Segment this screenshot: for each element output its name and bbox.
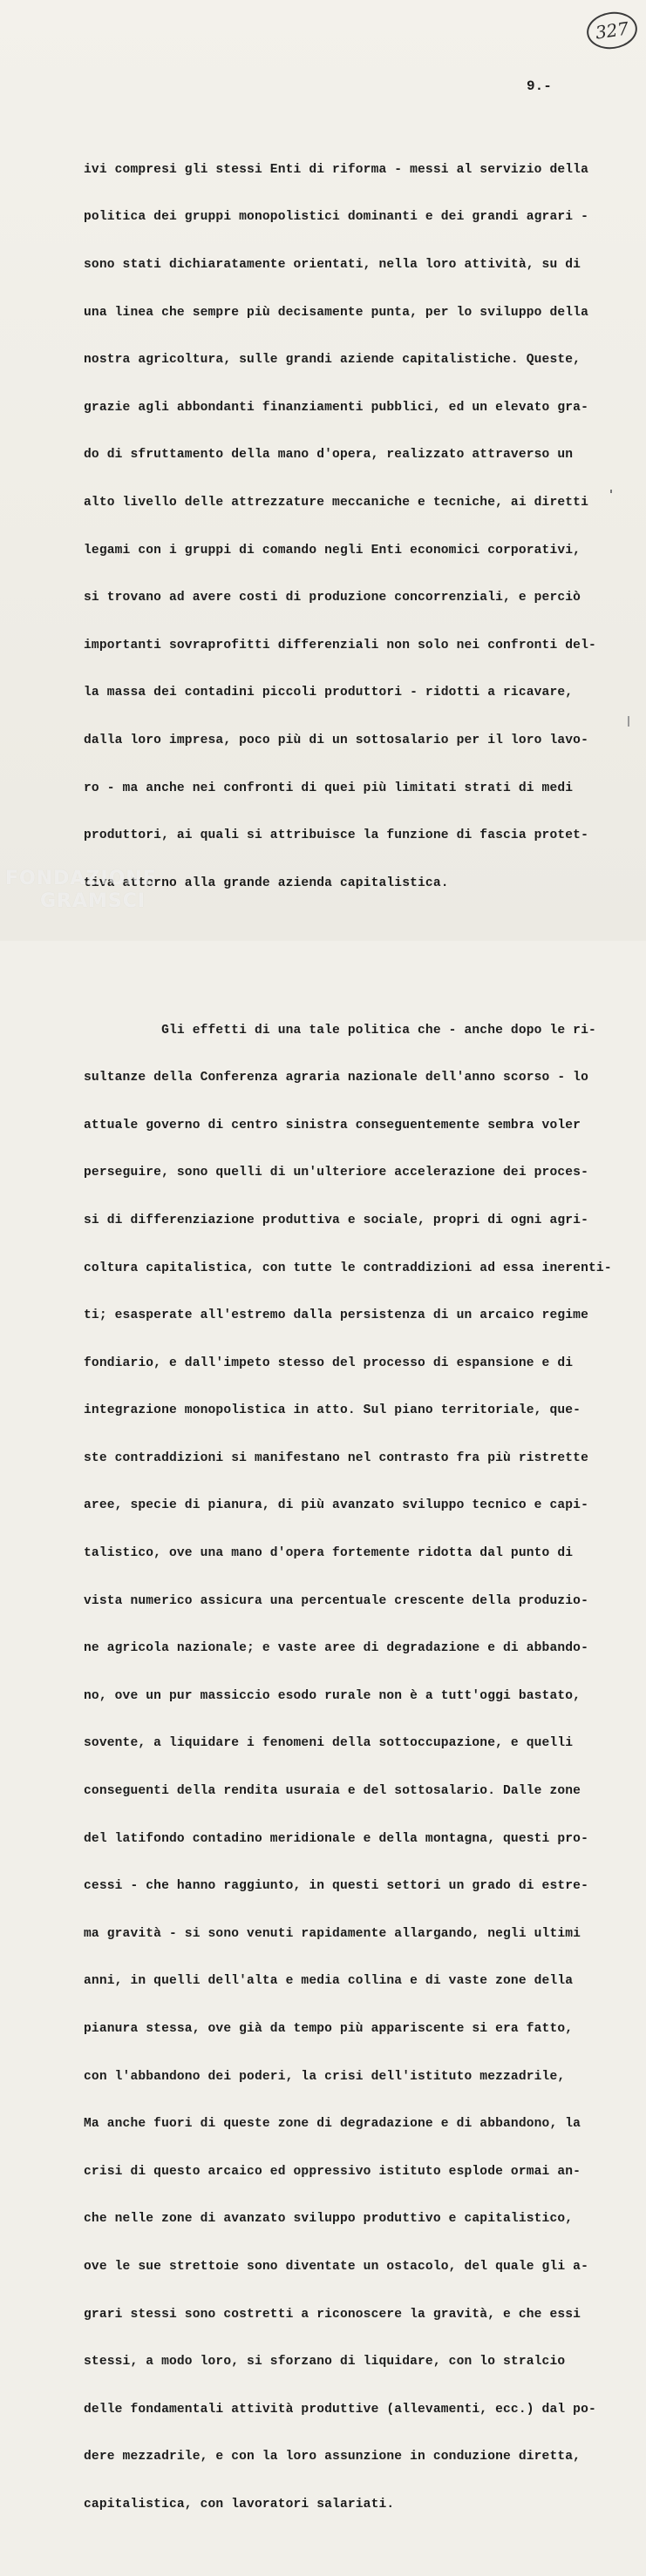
text-line: crisi di questo arcaico ed oppressivo istituto esplode ormai an-	[84, 2164, 581, 2179]
text-line: una linea che sempre più decisamente punta, per lo sviluppo della	[84, 305, 588, 320]
text-line: nostra agricoltura, sulle grandi aziende capitalistiche. Queste,	[84, 353, 581, 368]
foundation-watermark	[5, 868, 157, 913]
text-line: grazie agli abbondanti finanziamenti pubblici, ed un elevato gra-	[84, 400, 588, 415]
text-line: cessi - che hanno raggiunto, in questi settori un grado di estre-	[84, 1879, 588, 1894]
margin-mark	[628, 716, 629, 727]
text-line: coltura capitalistica, con tutte le contraddizioni ad essa inerenti-	[84, 1261, 612, 1275]
text-line: si di differenziazione produttiva e sociale, propri di ogni agri-	[84, 1213, 588, 1227]
text-line: do di sfruttamento della mano d'opera, realizzato attraverso un	[84, 448, 574, 463]
text-line: sultanze della Conferenza agraria nazionale dell'anno scorso - lo	[84, 1071, 588, 1085]
text-line: perseguire, sono quelli di un'ulteriore accelerazione dei proces-	[84, 1166, 588, 1180]
text-line: con l'abbandono dei poderi, la crisi dell'istituto mezzadrile,	[84, 2069, 566, 2084]
margin-mark	[610, 490, 612, 493]
text-line: ove le sue strettoie sono diventate un ostacolo, del quale gli a-	[84, 2259, 588, 2274]
typewritten-text	[84, 98, 612, 2576]
text-line: anni, in quelli dell'alta e media collina e di vaste zone della	[84, 1974, 574, 1989]
archive-stamp: 327	[584, 9, 639, 52]
page-number: 9.-	[527, 78, 552, 94]
text-line: che nelle zone di avanzato sviluppo produttivo e capitalistico,	[84, 2212, 574, 2227]
text-line: legami con i gruppi di comando negli Enti economici corporativi,	[84, 543, 581, 558]
text-line: ro - ma anche nei confronti di quei più limitati strati di medi	[84, 781, 574, 795]
text-line: la massa dei contadini piccoli produttori - ridotti a ricavare,	[84, 686, 574, 700]
text-line: politica dei gruppi monopolistici dominanti e dei grandi agrari -	[84, 210, 588, 225]
paragraph-gap	[84, 955, 607, 959]
text-line: dere mezzadrile, e con la loro assunzione in conduzione diretta,	[84, 2450, 581, 2464]
text-line: delle fondamentali attività produttive (allevamenti, ecc.) dal po-	[84, 2402, 596, 2417]
text-line: capitalistica, con lavoratori salariati.	[84, 2497, 395, 2512]
text-line: aree, specie di pianura, di più avanzato sviluppo tecnico e capi-	[84, 1498, 588, 1513]
text-line: ivi compresi gli stessi Enti di riforma - messi al servizio della	[84, 162, 588, 177]
text-line: dalla loro impresa, poco più di un sottosalario per il loro lavo-	[84, 733, 588, 747]
watermark-line: GRAMSCI	[40, 890, 146, 912]
text-line: ne agricola nazionale; e vaste aree di degradazione e di abbando-	[84, 1641, 588, 1656]
text-line: Ma anche fuori di queste zone di degradazione e di abbandono, la	[84, 2117, 581, 2132]
text-line: vista numerico assicura una percentuale crescente della produzio-	[84, 1593, 588, 1608]
text-line: tiva attorno alla grande azienda capitalistica.	[84, 876, 449, 890]
text-line: integrazione monopolistica in atto. Sul piano territoriale, que-	[84, 1403, 581, 1418]
text-line: si trovano ad avere costi di produzione concorrenziali, e perciò	[84, 591, 581, 605]
text-line: del latifondo contadino meridionale e della montagna, questi pro-	[84, 1831, 588, 1846]
text-line: ti; esasperate all'estremo dalla persistenza di un arcaico regime	[84, 1308, 588, 1323]
text-line: sono stati dichiaratamente orientati, nella loro attività, su di	[84, 258, 581, 272]
text-line: no, ove un pur massiccio esodo rurale non è a tutt'oggi bastato,	[84, 1688, 581, 1703]
text-line: produttori, ai quali si attribuisce la funzione di fascia protet-	[84, 828, 588, 843]
text-line: sovente, a liquidare i fenomeni della sottoccupazione, e quelli	[84, 1736, 574, 1751]
text-line: stessi, a modo loro, si sforzano di liquidare, con lo stralcio	[84, 2355, 566, 2370]
paragraph-1	[84, 130, 607, 923]
text-line: ma gravità - si sono venuti rapidamente allargando, negli ultimi	[84, 1926, 581, 1941]
watermark-line: FONDAZIONE	[5, 868, 157, 889]
text-line: conseguenti della rendita usuraia e del sottosalario. Dalle zone	[84, 1784, 581, 1799]
text-line: talistico, ove una mano d'opera fortemente ridotta dal punto di	[84, 1546, 574, 1561]
paragraph-2	[84, 991, 612, 2544]
text-line: fondiario, e dall'impeto stesso del processo di espansione e di	[84, 1356, 574, 1370]
text-line: attuale governo di centro sinistra conseguentemente sembra voler	[84, 1118, 581, 1132]
text-line: Gli effetti di una tale politica che - anche dopo le ri-	[84, 1023, 596, 1038]
text-line: grari stessi sono costretti a riconoscere la gravità, e che essi	[84, 2307, 581, 2322]
text-line: pianura stessa, ove già da tempo più appariscente si era fatto,	[84, 2022, 574, 2036]
text-line: ste contraddizioni si manifestano nel contrasto fra più ristrette	[84, 1450, 588, 1465]
text-line: alto livello delle attrezzature meccaniche e tecniche, ai diretti	[84, 495, 588, 510]
text-line: importanti sovraprofitti differenziali non solo nei confronti del-	[84, 638, 596, 652]
